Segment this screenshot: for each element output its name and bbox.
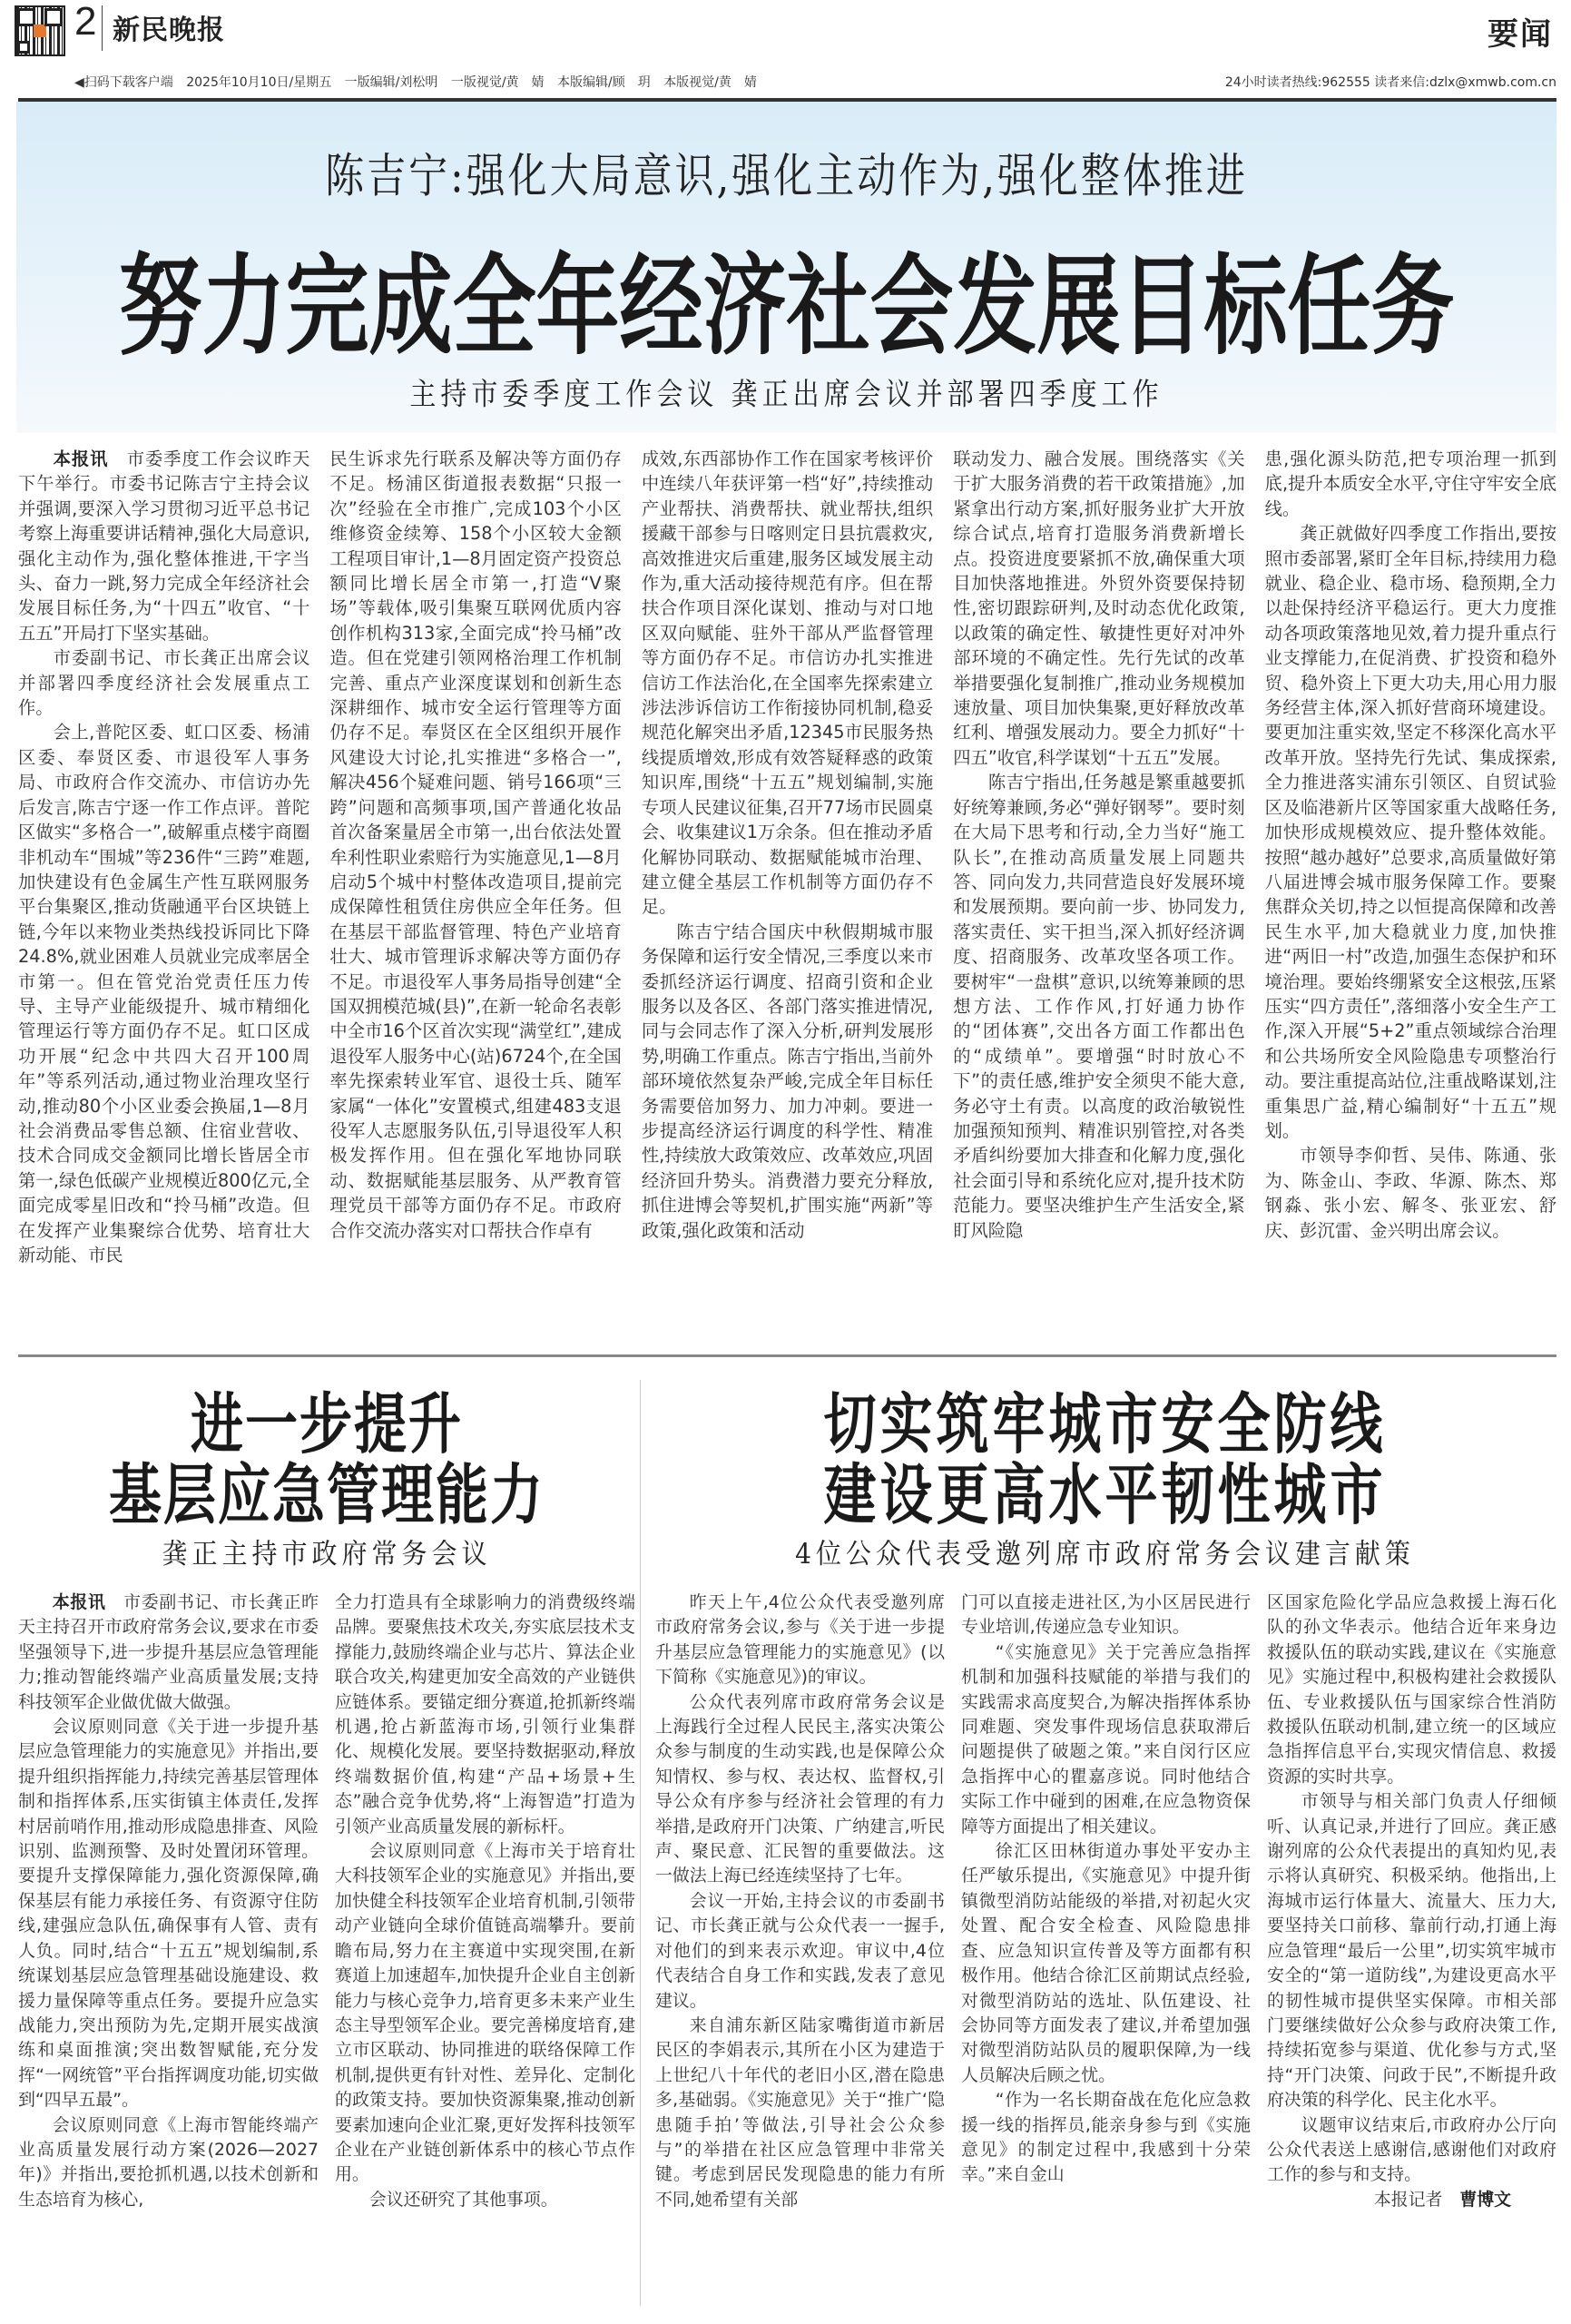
lead-subtitle: 主持市委季度工作会议 龚正出席会议并部署四季度工作	[409, 376, 1164, 412]
newspaper-name: 新民晚报	[113, 15, 225, 46]
byline	[1267, 2188, 1556, 2212]
front-editor: 一版编辑/刘松明	[344, 75, 438, 90]
paragraph: 昨天上午,4位公众代表受邀列席市政府常务会议,参与《关于进一步提升基层应急管理能力的实施意见》(以下简称《实施意见》)的审议。	[655, 1592, 945, 1688]
paragraph: 会议原则同意《关于进一步提升基层应急管理能力的实施意见》并指出,要提升组织指挥能力,持续完善基层管理体制和指挥体系,压实街镇主体责任,发挥村居前哨作用,推动形成隐患排查、风险识别、监测预警、及时处置闭环管理。要提升支撑保障能力,强化资源保障,确保基层有能力承接任务、有资源守住防线,建强应急队伍,确保事有人管、责有人负。同时,结合“十五五”规划编制,系统谋划基层应急管理基础设施建设、救援力量保障等重点任务。要提升应急实战能力,突出预防为先,定期开展实战演练和桌面推演;突出数智赋能,充分发挥“一网统管”平台指挥调度功能,切实做到“四早五最”。	[18, 1717, 319, 2111]
lead-column-3	[642, 447, 933, 1345]
story-a-headline	[18, 1380, 635, 1571]
story-b-article	[655, 1590, 1556, 2317]
paragraph: 成效,东西部协作工作在国家考核评价中连续八年获评第一档“好”,持续推动产业帮扶、消费帮扶、就业帮扶,组织援藏干部参与日喀则定日县抗震救灾,高效推进灾后重建,服务区域发展主动作为,重大活动接待规范有序。但在帮扶合作项目深化谋划、推动与对口地区双向赋能、驻外干部从严监督管理等方面仍存不足。市信访办扎实推进信访工作法治化,在全国率先探索建立涉法涉诉信访工作衔接协同机制,稳妥规范化解突出矛盾,12345市民服务热线提质增效,形成有效答疑释惑的政策知识库,围绕“十五五”规划编制,实施专项人民建议征集,召开77场市民圆桌会、收集建议1万余条。但在推动矛盾化解协同联动、数据赋能城市治理、建立健全基层工作机制等方面仍存不足。	[641, 448, 934, 918]
story-b-column-1	[655, 1590, 945, 2317]
news-tag: 本报讯	[52, 1592, 106, 1612]
story-b-headline	[653, 1380, 1556, 1571]
paragraph: 龚正就做好四季度工作指出,要按照市委部署,紧盯全年目标,持续用力稳就业、稳企业、稳市场、稳预期,全力以赴保持经济平稳运行。更大力度推动各项政策落地见效,着力提升重点行业支撑能力,在促消费、扩投资和稳外贸、稳外资上下更大功夫,用心用力服务经营主体,深入抓好营商环境建设。要更加注重实效,坚定不移深化高水平改革开放。坚持先行先试、集成探索,全力推进落实浦东引领区、自贸试验区及临港新片区等国家重大战略任务,加快形成规模效应、提升整体效能。按照“越办越好”总要求,高质量做好第八届进博会城市服务保障工作。要聚焦群众关切,持之以恒提高保障和改善民生水平,加大稳就业力度,加快推进“两旧一村”改造,加强生态保护和环境治理。要始终绷紧安全这根弦,压紧压实“四方责任”,落细落小安全生产工作,深入开展“5+2”重点领域综合治理和公共场所安全风险隐患专项整治行动。要注重提高站位,注重战略谋划,注重集思广益,精心编制好“十五五”规划。	[1264, 523, 1557, 1141]
paragraph: 市领导李仰哲、吴伟、陈通、张为、陈金山、李政、华源、陈杰、郑钢淼、张小宏、解冬、张亚宏、舒庆、彭沉雷、金兴明出席会议。	[1264, 1145, 1557, 1241]
lead-column-1	[18, 447, 309, 1345]
paragraph: 会议原则同意《上海市智能终端产业高质量发展行动方案(2026—2027年)》并指出,要抢抓机遇,以技术创新和生态培育为核心,	[18, 2114, 319, 2210]
paragraph: 陈吉宁结合国庆中秋假期城市服务保障和运行安全情况,三季度以来市委抓经济运行调度、招商引资和企业服务以及各区、各部门落实推进情况,同与会同志作了深入分析,研判发展形势,明确工作重点。陈吉宁指出,当前外部环境依然复杂严峻,完成全年目标任务需要倍加努力、加力冲刺。要进一步提高经济运行调度的科学性、精准性,持续放大政策效应、改革效应,巩固经济回升势头。消费潜力要充分释放,抓住进博会等契机,扩围实施“两新”等政策,强化政策和活动	[641, 921, 934, 1241]
news-tag: 本报讯	[53, 448, 109, 469]
story-a-title-line-1: 进一步提升	[190, 1385, 463, 1463]
section-rule	[18, 1354, 1556, 1357]
paragraph: “《实施意见》关于完善应急指挥机制和加强科技赋能的举措与我们的实践需求高度契合,为解决指挥体系协同难题、突发事件现场信息获取滞后问题提供了破题之策。”来自闵行区应急指挥中心的瞿嘉彦说。同时他结合实际工作中碰到的困难,在应急物资保障等方面提出了相关建议。	[961, 1641, 1251, 1837]
story-b-title-line-2: 建设更高水平韧性城市	[823, 1456, 1387, 1534]
paragraph: 联动发力、融合发展。围绕落实《关于扩大服务消费的若干政策措施》,加紧拿出行动方案,抓好服务业扩大开放综合试点,培育打造服务消费新增长点。投资进度要紧抓不放,确保重大项目加快落地推进。外贸外资要保持韧性,密切跟踪研判,及时动态优化政策,以政策的确定性、敏捷性更好对冲外部环境的不确定性。先行先试的改革举措要强化复制推广,推动业务规模加速放量、项目加快集聚,更好释放改革红利、增强发展动力。要全力抓好“十四五”收官,科学谋划“十五五”发展。	[953, 448, 1245, 768]
byline-name: 曹博文	[1459, 2189, 1511, 2210]
paragraph: 会议原则同意《上海市关于培育壮大科技领军企业的实施意见》并指出,要加快健全科技领军企业培育机制,引领带动产业链向全球价值链高端攀升。要前瞻布局,努力在主赛道中实现突围,在新赛道上加速超车,加快提升企业自主创新能力与核心竞争力,培育更多未来产业生态主导型领军企业。要完善梯度培育,建立市区联动、协同推进的联络保障工作机制,提供更有针对性、差异化、定制化的政策支持。要加快资源集聚,推动创新要素加速向企业汇聚,更好发挥科技领军企业在产业链创新体系中的核心节点作用。	[335, 1841, 635, 2185]
story-b-title-line-1: 切实筑牢城市安全防线	[823, 1385, 1387, 1463]
paragraph-text: 市委副书记、市长龚正昨天主持召开市政府常务会议,要求在市委坚强领导下,进一步提升基层应急管理能力;推动智能终端产业高质量发展;支持科技领军企业做优做大做强。	[18, 1592, 319, 1712]
paragraph: 患,强化源头防范,把专项治理一抓到底,提升本质安全水平,守住守牢安全底线。	[1264, 448, 1557, 519]
story-a-title-line-2: 基层应急管理能力	[108, 1456, 545, 1534]
page-number: 2	[74, 0, 97, 44]
masthead	[0, 0, 1571, 64]
lead-headline-block	[16, 102, 1556, 433]
paragraph: “作为一名长期奋战在危化应急救援一线的指挥员,能亲身参与到《实施意见》的制定过程中,我感到十分荣幸。”来自金山	[961, 2090, 1251, 2185]
reader-hotline: 24小时读者热线:962555 读者来信:dzlx@xmwb.com.cn	[1224, 75, 1556, 90]
paragraph: 门可以直接走进社区,为小区居民进行专业培训,传递应急专业知识。	[961, 1592, 1251, 1638]
paragraph: 区国家危险化学品应急救援上海石化队的孙文华表示。他结合近年来身边救援队伍的联动实践,建议在《实施意见》实施过程中,积极构建社会救援队伍、专业救援队伍与国家综合性消防救援队伍联动机制,建立统一的区域应急指挥信息平台,实现灾情信息、救援资源的实时共享。	[1267, 1592, 1556, 1787]
paragraph: 民生诉求先行联系及解决等方面仍存不足。杨浦区街道报表数据“只报一次”经验在全市推广,完成103个小区维修资金续筹、158个小区较大金额工程项目审计,1—8月固定资产投资总额同比增长居全市第一,打造“V聚场”等载体,吸引集聚互联网优质内容创作机构313家,全面完成“拎马桶”改造。但在党建引领网格治理工作机制完善、重点产业深度谋划和创新生态深耕细作、城市安全运行管理等方面仍存不足。奉贤区在全区组织开展作风建设大讨论,扎实推进“多格合一”,解决456个疑难问题、销号166项“三跨”问题和高频事项,国产普通化妆品首次备案量居全市第一,出台依法处置牟利性职业索赔行为实施意见,1—8月启动5个城中村整体改造项目,提前完成保障性租赁住房供应全年任务。但在基层干部监督管理、特色产业培育壮大、城市管理诉求解决等方面仍存不足。市退役军人事务局指导创建“全国双拥模范城(县)”,在新一轮命名表彰中全市16个区首次实现“满堂红”,建成退役军人服务中心(站)6724个,在全国率先探索转业军官、退役士兵、随军家属“一体化”安置模式,组建483支退役军人志愿服务队伍,引导退役军人积极发挥作用。但在强化军地协同联动、数据赋能基层服务、从严教育管理党员干部等方面仍存不足。市政府合作交流办落实对口帮扶合作卓有	[329, 448, 622, 1241]
story-a-column-2	[335, 1590, 635, 2317]
lead-title: 努力完成全年经济社会发展目标任务	[118, 243, 1455, 370]
paragraph: 会上,普陀区委、虹口区委、杨浦区委、奉贤区委、市退役军人事务局、市政府合作交流办、市信访办先后发言,陈吉宁逐一作工作点评。普陀区做实“多格合一”,破解重点楼宇商圈非机动车“围城”等236件“三跨”难题,加快建设有色金属生产性互联网服务平台集聚区,推动货融通平台区块链上链,今年以来物业类热线投诉同比下降24.8%,就业困难人员就业完成率居全市第一。但在管党治党责任压力传导、主导产业能级提升、城市精细化管理运行等方面仍存不足。虹口区成功开展“纪念中共四大召开100周年”等系列活动,通过物业治理攻坚行动,推动80个小区业委会换届,1—8月社会消费品零售总额、住宿业营收、技术合同成交金额同比增长皆居全市第一,绿色低碳产业规模近800亿元,全面完成零星旧改和“拎马桶”改造。但在发挥产业集聚综合优势、培育壮大新动能、市民	[18, 722, 310, 1265]
lead-column-2	[329, 447, 621, 1345]
paragraph: 市委副书记、市长龚正出席会议并部署四季度经济社会发展重点工作。	[18, 647, 310, 719]
paragraph: 来自浦东新区陆家嘴街道市新居民区的李娟表示,其所在小区为建造于上世纪八十年代的老旧小区,潜在隐患多,基础弱。《实施意见》关于“推广‘隐患随手拍’等做法,引导社会公众参与”的举措在社区应急管理中非常关键。考虑到居民发现隐患的能力有所不同,她希望有关部	[655, 2014, 945, 2210]
story-b-subtitle: 4位公众代表受邀列席市政府常务会议建言献策	[795, 1537, 1415, 1571]
story-a-subtitle: 龚正主持市政府常务会议	[162, 1537, 492, 1571]
page-visual: 本版视觉/黄 婧	[663, 75, 757, 90]
lead-column-5	[1265, 447, 1556, 1345]
paragraph: 公众代表列席市政府常务会议是上海践行全过程人民民主,落实决策公众参与制度的生动实践,也是保障公众知情权、参与权、表达权、监督权,引导公众有序参与经济社会管理的有力举措,是政府开门决策、广纳建言,听民声、聚民意、汇民智的重要做法。这一做法上海已经连续坚持了七年。	[655, 1691, 945, 1886]
issue-date: 2025年10月10日/星期五	[186, 75, 332, 90]
download-hint[interactable]: ◀扫码下载客户端	[74, 75, 173, 90]
paragraph: 徐汇区田林街道办事处平安办主任严敏乐提出,《实施意见》中提升街镇微型消防站能级的举措,对初起火灾处置、配合安全检查、风险隐患排查、应急知识宣传普及等方面都有积极作用。他结合徐汇区前期试点经验,对微型消防站的选址、队伍建设、社会协同等方面发表了建议,并希望加强对微型消防站队员的履职保障,为一线人员解决后顾之忧。	[961, 1841, 1251, 2085]
story-b-column-2	[961, 1590, 1251, 2317]
paragraph: 议题审议结束后,市政府办公厅向公众代表送上感谢信,感谢他们对政府工作的参与和支持。	[1267, 2114, 1556, 2185]
section-name: 要闻	[1488, 16, 1553, 53]
story-a-article	[18, 1590, 635, 2317]
story-a-column-1	[18, 1590, 319, 2317]
byline-label: 本报记者	[1373, 2189, 1443, 2210]
story-b-column-3	[1267, 1590, 1556, 2317]
paragraph: 市领导与相关部门负责人仔细倾听、认真记录,并进行了回应。龚正感谢列席的公众代表提出的真知灼见,表示将认真研究、积极采纳。他指出,上海城市运行体量大、流量大、压力大,要坚持关口前移、靠前行动,打通上海应急管理“最后一公里”,切实筑牢城市安全的“第一道防线”,为建设更高水平的韧性城市提供坚实保障。市相关部门要继续做好公众参与政府决策工作,持续拓宽参与渠道、优化参与方式,坚持“开门决策、问政于民”,不断提升政府决策的科学化、民主化水平。	[1267, 1791, 1556, 2111]
paragraph-text: 市委季度工作会议昨天下午举行。市委书记陈吉宁主持会议并强调,要深入学习贯彻习近平总书记考察上海重要讲话精神,强化大局意识,强化主动作为,强化整体推进,干字当头、奋力一跳,努力完成全年经济社会发展目标任务,为“十四五”收官、“十五五”开局打下坚实基础。	[18, 448, 310, 644]
lead-kicker: 陈吉宁:强化大局意识,强化主动作为,强化整体推进	[325, 149, 1248, 204]
divider	[102, 5, 103, 51]
page-editor: 本版编辑/顾 玥	[557, 75, 651, 90]
qr-finder-pattern	[17, 41, 30, 54]
paragraph: 陈吉宁指出,任务越是繁重越要抓好统筹兼顾,务必“弹好钢琴”。要时刻在大局下思考和行动,全力当好“施工队长”,在推动高质量发展上同题共答、同向发力,共同营造良好发展环境和发展预期。要向前一步、协同发力,落实责任、实干担当,深入抓好经济调度、招商服务、改革攻坚各项工作。要树牢“一盘棋”意识,以统筹兼顾的思想方法、工作作风,打好通力协作的“团体赛”,交出各方面工作都出色的“成绩单”。要增强“时时放心不下”的责任感,维护安全须臾不能大意,务必守土有责。以高度的政治敏锐性加强预知预判、精准识别管控,对各类矛盾纠纷要加大排查和化解力度,强化社会面引导和系统化应对,提升技术防范能力。要坚决维护生产生活安全,紧盯风险隐	[953, 772, 1245, 1241]
lead-article	[18, 447, 1556, 1345]
paragraph	[18, 1590, 319, 1715]
paragraph: 全力打造具有全球影响力的消费级终端品牌。要聚焦技术攻关,夯实底层技术支撑能力,鼓励终端企业与芯片、算法企业联合攻关,构建更加安全高效的产业链供应链体系。要锚定细分赛道,抢抓新终端机遇,抢占新蓝海市场,引领行业集群化、规模化发展。要坚持数据驱动,释放终端数据价值,构建“产品+场景+生态”融合竞争优势,将“上海智造”打造为引领产业高质量发展的新标杆。	[335, 1592, 635, 1837]
edition-info	[74, 73, 766, 91]
app-logo-icon	[34, 25, 46, 37]
paragraph: 会议一开始,主持会议的市委副书记、市长龚正就与公众代表一一握手,对他们的到来表示欢迎。审议中,4位代表结合自身工作和实践,发表了意见建议。	[655, 1890, 945, 2011]
column-divider	[640, 1380, 641, 2306]
lead-column-4	[953, 447, 1244, 1345]
paragraph	[18, 447, 309, 645]
paragraph: 会议还研究了其他事项。	[368, 2189, 558, 2210]
qr-code-icon[interactable]	[15, 5, 65, 56]
front-visual: 一版视觉/黄 婧	[450, 75, 545, 90]
